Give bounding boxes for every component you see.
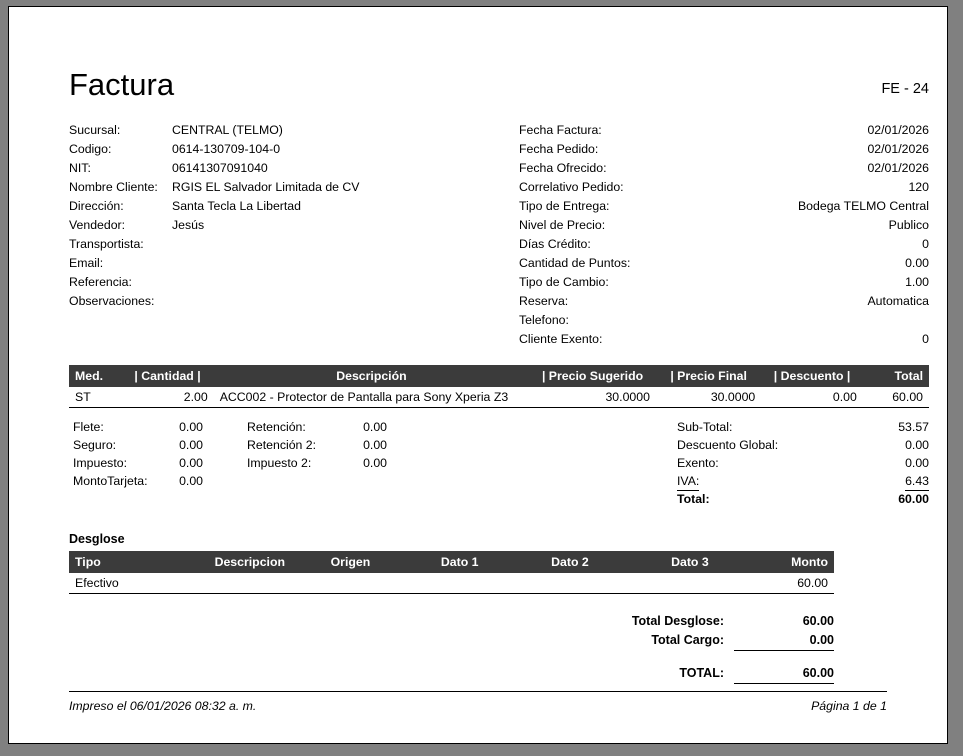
cell-tipo: Efectivo — [69, 573, 209, 594]
total-row — [247, 454, 447, 472]
meta-row — [69, 235, 489, 254]
meta-label: Nombre Cliente: — [69, 180, 158, 194]
page-footer — [69, 699, 887, 723]
document-code: FE - 24 — [881, 81, 929, 97]
invoice-sheet — [8, 6, 948, 744]
meta-label: Tipo de Entrega: — [519, 199, 610, 213]
meta-label: Tipo de Cambio: — [519, 275, 609, 289]
total-row — [677, 418, 929, 436]
total-row — [73, 436, 263, 454]
total-value: 0.00 — [363, 420, 387, 434]
table-header-row — [69, 365, 929, 387]
meta-label: Transportista: — [69, 237, 144, 251]
printed-timestamp: Impreso el 06/01/2026 08:32 a. m. — [69, 699, 257, 713]
footer-divider — [69, 691, 887, 692]
meta-right-column — [519, 121, 929, 349]
cell-dato3 — [665, 573, 785, 594]
column-header-precio-sugerido: | Precio Sugerido — [529, 365, 656, 387]
meta-value: 06141307091040 — [172, 161, 268, 175]
summary-label: Total Cargo: — [651, 633, 724, 647]
column-header-descripcion: Descripción — [214, 365, 529, 387]
desglose-table-head — [69, 551, 834, 573]
desglose-table — [69, 551, 834, 594]
meta-row — [519, 121, 929, 140]
meta-row — [69, 121, 489, 140]
total-label: Exento: — [677, 456, 719, 470]
cell-monto: 60.00 — [785, 573, 834, 594]
meta-value: 120 — [908, 180, 929, 194]
invoice-header — [69, 67, 929, 115]
meta-value: Bodega TELMO Central — [797, 199, 929, 213]
cell-dato2 — [545, 573, 665, 594]
page-number: Página 1 de 1 — [811, 699, 887, 713]
total-value: 6.43 — [905, 472, 929, 491]
meta-value: Publico — [888, 218, 929, 232]
meta-label: Correlativo Pedido: — [519, 180, 624, 194]
meta-row — [519, 140, 929, 159]
meta-value: Automatica — [867, 294, 929, 308]
meta-row — [519, 235, 929, 254]
cell-origen — [325, 573, 435, 594]
total-label: Flete: — [73, 420, 104, 434]
cell-descuento: 0.00 — [761, 387, 863, 408]
meta-label: Fecha Factura: — [519, 123, 602, 137]
meta-row — [519, 273, 929, 292]
column-header-origen: Origen — [325, 551, 435, 573]
cell-total: 60.00 — [863, 387, 929, 408]
total-value: 0.00 — [179, 438, 203, 452]
total-value: 0.00 — [179, 474, 203, 488]
cell-descripcion — [209, 573, 325, 594]
meta-label: Codigo: — [69, 142, 112, 156]
summary-row — [69, 612, 834, 631]
cell-precio-sugerido: 30.0000 — [529, 387, 656, 408]
meta-value: Santa Tecla La Libertad — [172, 199, 301, 213]
total-label: Retención 2: — [247, 438, 317, 452]
cell-med: ST — [69, 387, 121, 408]
meta-value: 0614-130709-104-0 — [172, 142, 281, 156]
meta-label: Cantidad de Puntos: — [519, 256, 631, 270]
total-value: 60.00 — [898, 492, 929, 506]
meta-label: Telefono: — [519, 313, 569, 327]
table-row — [69, 573, 834, 594]
meta-value: Jesús — [172, 218, 205, 232]
meta-label: Observaciones: — [69, 294, 155, 308]
meta-row — [69, 159, 489, 178]
total-row — [247, 436, 447, 454]
total-value: 0.00 — [179, 420, 203, 434]
table-row — [69, 387, 929, 408]
column-header-total: Total — [863, 365, 929, 387]
cell-descripcion: ACC002 - Protector de Pantalla para Sony Xperia Z3 — [214, 387, 529, 408]
summary-spacer — [69, 650, 834, 664]
meta-row — [69, 292, 489, 311]
total-row — [73, 472, 263, 490]
total-row — [73, 418, 263, 436]
meta-value: 1.00 — [905, 275, 929, 289]
totals-section — [69, 418, 929, 510]
items-table — [69, 365, 929, 408]
items-table-head — [69, 365, 929, 387]
meta-label: Referencia: — [69, 275, 132, 289]
desglose-title: Desglose — [69, 532, 125, 546]
column-header-descripcion: Descripcion — [209, 551, 325, 573]
meta-row — [519, 311, 929, 330]
meta-label: Nivel de Precio: — [519, 218, 606, 232]
total-row — [677, 472, 929, 490]
meta-value: 02/01/2026 — [867, 123, 929, 137]
summary-row — [69, 631, 834, 650]
total-label: Total: — [677, 492, 710, 506]
column-header-descuento: | Descuento | — [761, 365, 863, 387]
column-header-cantidad: | Cantidad | — [121, 365, 213, 387]
meta-value: 02/01/2026 — [867, 161, 929, 175]
column-header-tipo: Tipo — [69, 551, 209, 573]
column-header-dato1: Dato 1 — [435, 551, 545, 573]
meta-value: 0.00 — [905, 256, 929, 270]
total-row — [677, 490, 929, 508]
meta-row — [69, 178, 489, 197]
total-value: 53.57 — [898, 420, 929, 434]
meta-row — [519, 292, 929, 311]
summary-label: Total Desglose: — [631, 614, 724, 628]
total-label: Retención: — [247, 420, 306, 434]
cell-cantidad: 2.00 — [121, 387, 213, 408]
meta-label: Cliente Exento: — [519, 332, 603, 346]
summary-value: 0.00 — [734, 631, 834, 651]
meta-row — [519, 159, 929, 178]
total-label: Seguro: — [73, 438, 117, 452]
meta-row — [69, 254, 489, 273]
meta-row — [519, 254, 929, 273]
summary-value: 60.00 — [802, 614, 834, 628]
total-value: 0.00 — [363, 438, 387, 452]
meta-row — [519, 178, 929, 197]
invoice-meta — [69, 121, 929, 353]
total-label: Descuento Global: — [677, 438, 779, 452]
items-table-body — [69, 387, 929, 408]
invoice-content — [69, 67, 929, 683]
page-title: Factura — [69, 67, 175, 102]
summary-value: 60.00 — [734, 664, 834, 684]
cell-precio-final: 30.0000 — [656, 387, 761, 408]
column-header-precio-final: | Precio Final — [656, 365, 761, 387]
meta-label: Dirección: — [69, 199, 124, 213]
meta-label: Días Crédito: — [519, 237, 591, 251]
table-header-row — [69, 551, 834, 573]
desglose-summary — [69, 612, 834, 683]
summary-row — [69, 664, 834, 683]
column-header-monto: Monto — [785, 551, 834, 573]
total-label: Sub-Total: — [677, 420, 733, 434]
total-label: Impuesto 2: — [247, 456, 312, 470]
meta-label: Reserva: — [519, 294, 569, 308]
totals-column-summary — [677, 418, 929, 508]
total-value: 0.00 — [905, 438, 929, 452]
total-value: 0.00 — [363, 456, 387, 470]
meta-label: Email: — [69, 256, 104, 270]
total-row — [677, 436, 929, 454]
meta-row — [519, 216, 929, 235]
meta-value: 0 — [922, 237, 929, 251]
meta-label: Sucursal: — [69, 123, 121, 137]
summary-label: TOTAL: — [679, 666, 724, 680]
meta-value: 02/01/2026 — [867, 142, 929, 156]
total-label: Impuesto: — [73, 456, 127, 470]
total-label: MontoTarjeta: — [73, 474, 148, 488]
meta-row — [69, 216, 489, 235]
meta-label: Fecha Pedido: — [519, 142, 599, 156]
meta-row — [69, 140, 489, 159]
meta-row — [69, 197, 489, 216]
meta-left-column — [69, 121, 489, 311]
meta-label: NIT: — [69, 161, 91, 175]
total-value: 0.00 — [905, 456, 929, 470]
total-row — [677, 454, 929, 472]
totals-column-charges — [73, 418, 263, 490]
column-header-dato3: Dato 3 — [665, 551, 785, 573]
total-row — [247, 418, 447, 436]
meta-label: Fecha Ofrecido: — [519, 161, 607, 175]
meta-value: CENTRAL (TELMO) — [172, 123, 283, 137]
meta-label: Vendedor: — [69, 218, 126, 232]
cell-dato1 — [435, 573, 545, 594]
totals-column-retentions — [247, 418, 447, 472]
desglose-table-body — [69, 573, 834, 594]
meta-value: 0 — [922, 332, 929, 346]
meta-row — [519, 330, 929, 349]
total-label: IVA: — [677, 472, 699, 491]
column-header-dato2: Dato 2 — [545, 551, 665, 573]
meta-row — [69, 273, 489, 292]
column-header-med: Med. — [69, 365, 121, 387]
total-value: 0.00 — [179, 456, 203, 470]
total-row — [73, 454, 263, 472]
meta-row — [519, 197, 929, 216]
meta-value: RGIS EL Salvador Limitada de CV — [172, 180, 360, 194]
